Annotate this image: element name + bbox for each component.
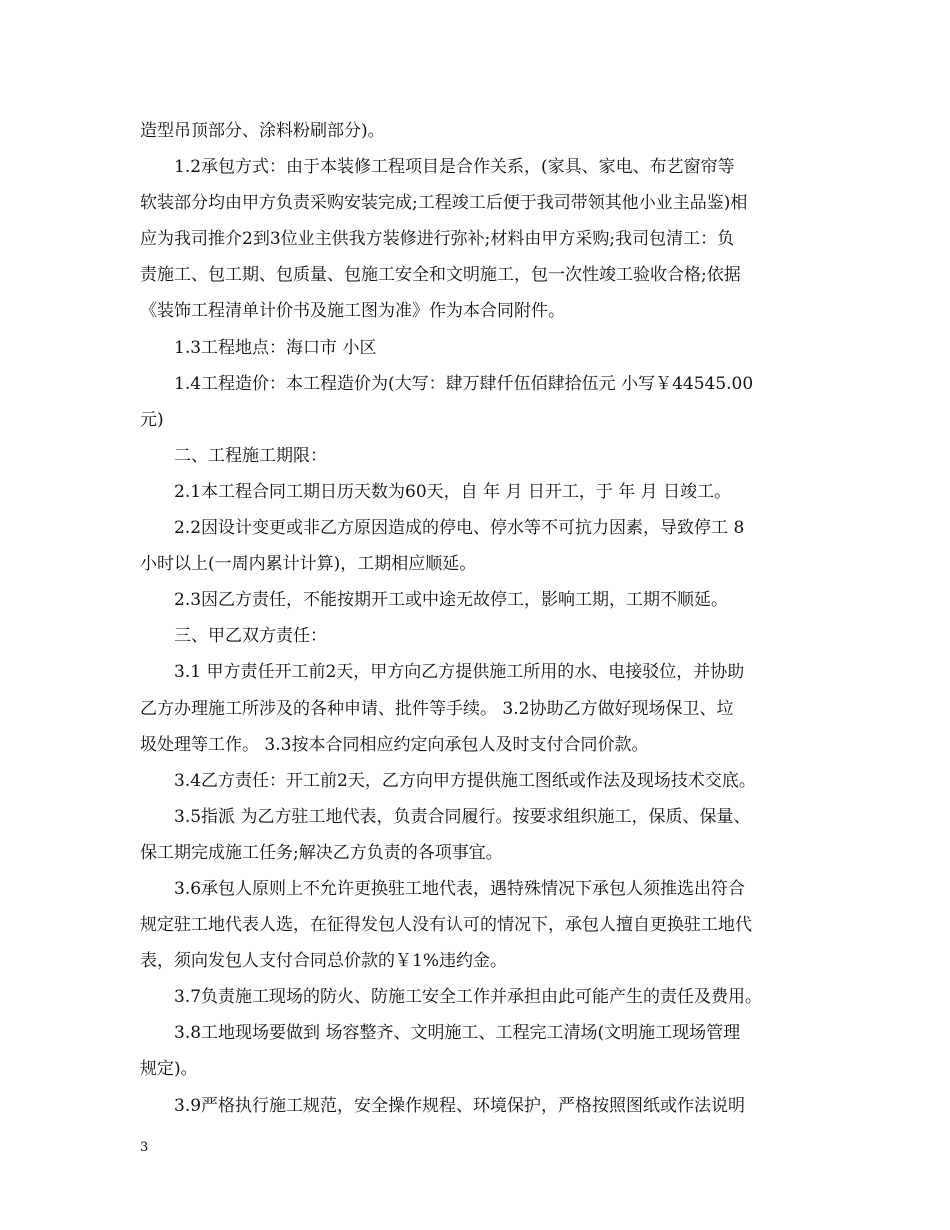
text-line: 3.4乙方责任：开工前2天，乙方向甲方提供施工图纸或作法及现场技术交底。	[174, 770, 756, 791]
document-body	[140, 113, 812, 1124]
text-line: 3.8工地现场要做到 场容整齐、文明施工、工程完工清场(文明施工现场管理	[174, 1023, 741, 1044]
page-number: 3	[140, 1140, 149, 1155]
text-line: 保工期完成施工任务;解决乙方负责的各项事宜。	[140, 842, 503, 863]
text-line: 规定)。	[140, 1059, 198, 1080]
text-line: 3.9严格执行施工规范，安全操作规程、环境保护，严格按照图纸或作法说明	[174, 1095, 746, 1116]
text-line: 圾处理等工作。 3.3按本合同相应约定向承包人及时支付合同价款。	[140, 734, 649, 755]
text-line: 三、甲乙双方责任：	[174, 626, 327, 647]
text-line: 3.6承包人原则上不允许更换驻工地代表，遇特殊情况下承包人须推选出符合	[174, 878, 746, 899]
text-line: 元)	[140, 409, 164, 430]
text-line: 1.4工程造价：本工程造价为(大写：肆万肆仟伍佰肆拾伍元 小写￥44545.00	[174, 373, 754, 394]
text-line: 3.7负责施工现场的防火、防施工安全工作并承担由此可能产生的责任及费用。	[174, 987, 763, 1008]
text-line: 3.1 甲方责任开工前2天，甲方向乙方提供施工所用的水、电接驳位，并协助	[174, 662, 745, 683]
text-line: 二、工程施工期限：	[174, 445, 327, 466]
text-line: 3.5指派 为乙方驻工地代表，负责合同履行。按要求组织施工，保质、保量、	[174, 806, 751, 827]
text-line: 1.3工程地点：海口市 小区	[174, 337, 377, 358]
text-line: 小时以上(一周内累计计算)，工期相应顺延。	[140, 554, 477, 575]
text-line: 2.2因设计变更或非乙方原因造成的停电、停水等不可抗力因素，导致停工 8	[174, 518, 745, 539]
text-line: 1.2承包方式：由于本装修工程项目是合作关系，(家具、家电、布艺窗帘等	[174, 157, 735, 178]
text-line: 乙方办理施工所涉及的各种申请、批件等手续。 3.2协助乙方做好现场保卫、垃	[140, 698, 734, 719]
text-line: 软装部分均由甲方负责采购安装完成;工程竣工后便于我司带领其他小业主品鉴)相	[140, 193, 748, 214]
text-line: 应为我司推介2到3位业主供我方装修进行弥补;材料由甲方采购;我司包清工：负	[140, 229, 735, 250]
text-line: 《装饰工程清单计价书及施工图为准》作为本合同附件。	[140, 301, 565, 322]
text-line: 责施工、包工期、包质量、包施工安全和文明施工，包一次性竣工验收合格;依据	[140, 265, 741, 286]
text-line: 2.1本工程合同工期日历天数为60天，自 年 月 日开工，于 年 月 日竣工。	[174, 481, 732, 502]
text-line: 2.3因乙方责任，不能按期开工或中途无故停工，影响工期，工期不顺延。	[174, 590, 729, 611]
text-line: 规定驻工地代表人选，在征得发包人没有认可的情况下，承包人擅自更换驻工地代	[140, 915, 752, 936]
text-line: 表，须向发包人支付合同总价款的￥1%违约金。	[140, 951, 507, 972]
text-line: 造型吊顶部分、涂料粉刷部分)。	[140, 121, 385, 141]
